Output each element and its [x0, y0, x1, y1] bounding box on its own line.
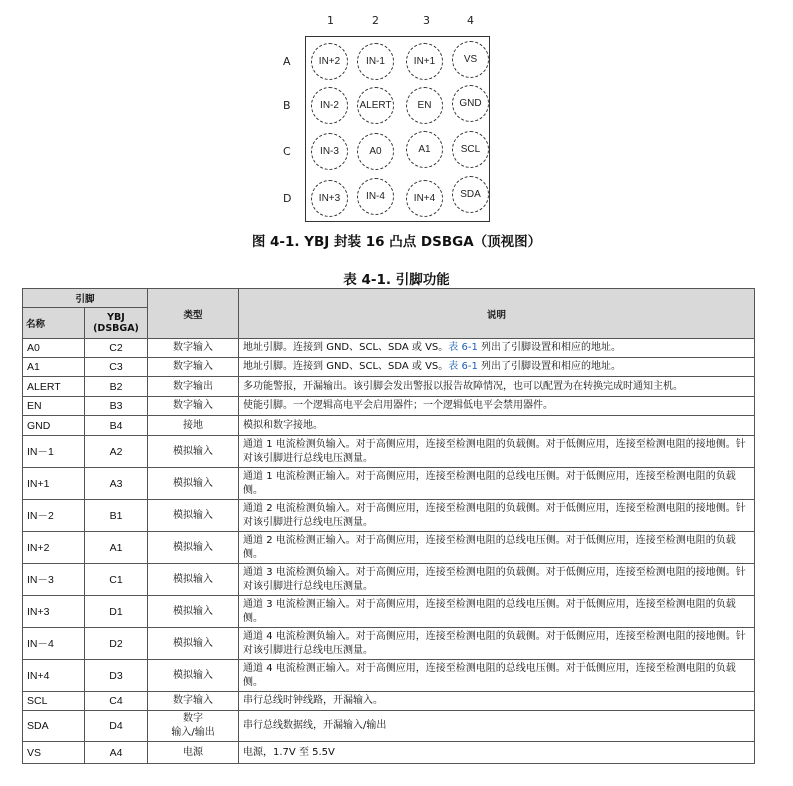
description-text: 通道 4 电流检测负输入。对于高侧应用，连接至检测电阻的负载侧。对于低侧应用，连接至检测电阻的接地侧。针对该引脚进行总线电压测量。 [243, 630, 746, 656]
pin-name: IN－2 [23, 500, 85, 532]
ball-b1: IN-2 [311, 87, 348, 124]
description-text: 通道 4 电流检测正输入。对于高侧应用，连接至检测电阻的总线电压侧。对于低侧应用，连接至检测电阻的负载侧。 [243, 662, 736, 688]
ball-a1: IN+2 [311, 43, 348, 80]
pin-type: 电源 [148, 742, 239, 764]
table-row [23, 742, 755, 764]
pin-type: 模拟输入 [148, 660, 239, 692]
table-reference-link[interactable]: 表 6-1 [448, 361, 478, 372]
pin-ball: A1 [85, 532, 148, 564]
row-label: C [283, 145, 291, 158]
ball-c1: IN-3 [311, 133, 348, 170]
ball-b2: ALERT [357, 87, 394, 124]
pin-ball: A4 [85, 742, 148, 764]
description-text: 串行总线时钟线路，开漏输入。 [243, 695, 384, 706]
pin-ball: C1 [85, 564, 148, 596]
pin-ball: B1 [85, 500, 148, 532]
pin-description [239, 377, 755, 397]
pin-type: 模拟输入 [148, 532, 239, 564]
figure-caption: 图 4-1. YBJ 封装 16 凸点 DSBGA（顶视图） [251, 234, 542, 250]
ball-a3: IN+1 [406, 43, 443, 80]
pin-name: SCL [23, 692, 85, 711]
description-text: 多功能警报，开漏输出。该引脚会发出警报以报告故障情况，也可以配置为在转换完成时通知主机。 [243, 380, 684, 392]
pin-description [239, 339, 755, 358]
pin-description [239, 711, 755, 742]
pin-name: IN－3 [23, 564, 85, 596]
pin-description [239, 564, 755, 596]
table-row [23, 339, 755, 358]
pin-ball: D2 [85, 628, 148, 660]
description-text: 电源，1.7V 至 5.5V [243, 746, 335, 758]
pin-ball: D1 [85, 596, 148, 628]
pin-ball: C3 [85, 358, 148, 377]
table-row [23, 397, 755, 416]
pin-functions-table [22, 288, 755, 764]
description-text: 使能引脚。一个逻辑高电平会启用器件；一个逻辑低电平会禁用器件。 [243, 400, 554, 411]
description-text: 模拟和数字接地。 [243, 419, 324, 431]
pin-type: 数字 输入/输出 [148, 711, 239, 742]
pin-type: 模拟输入 [148, 628, 239, 660]
pin-description [239, 532, 755, 564]
pins-group-header: 引脚 [23, 289, 148, 308]
pin-name: IN+4 [23, 660, 85, 692]
pin-description [239, 692, 755, 711]
pin-name: A0 [23, 339, 85, 358]
pin-type: 接地 [148, 416, 239, 436]
ball-a4: VS [452, 41, 489, 78]
name-header: 名称 [23, 308, 85, 339]
description-text: 地址引脚。连接到 GND、SCL、SDA 或 VS。 [243, 342, 449, 353]
ball-a2: IN-1 [357, 43, 394, 80]
table-row [23, 500, 755, 532]
column-label: 1 [327, 14, 334, 27]
pin-type: 模拟输入 [148, 468, 239, 500]
package-figure [0, 0, 793, 230]
ball-b3: EN [406, 87, 443, 124]
pin-name: EN [23, 397, 85, 416]
pin-table-body [23, 339, 755, 764]
pin-ball: B2 [85, 377, 148, 397]
description-text: 列出了引脚设置和相应的地址。 [477, 361, 621, 372]
pin-name: IN－4 [23, 628, 85, 660]
description-text: 地址引脚。连接到 GND、SCL、SDA 或 VS。 [243, 361, 449, 372]
ball-c4: SCL [452, 131, 489, 168]
pin-name: IN+2 [23, 532, 85, 564]
table-row [23, 711, 755, 742]
pin-type: 数字输入 [148, 339, 239, 358]
table-row [23, 532, 755, 564]
pin-ball: B3 [85, 397, 148, 416]
ball-b4: GND [452, 85, 489, 122]
pin-description [239, 660, 755, 692]
pin-description [239, 596, 755, 628]
pin-type: 模拟输入 [148, 564, 239, 596]
table-row [23, 564, 755, 596]
pin-name: ALERT [23, 377, 85, 397]
description-text: 通道 3 电流检测正输入。对于高侧应用，连接至检测电阻的总线电压侧。对于低侧应用，连接至检测电阻的负载侧。 [243, 598, 736, 624]
table-row [23, 416, 755, 436]
pin-type: 数字输入 [148, 397, 239, 416]
table-row [23, 660, 755, 692]
pin-name: IN－1 [23, 436, 85, 468]
pin-name: SDA [23, 711, 85, 742]
pin-ball: D3 [85, 660, 148, 692]
column-label: 3 [423, 14, 430, 27]
package-header [85, 308, 148, 339]
table-reference-link[interactable]: 表 6-1 [448, 342, 478, 353]
pin-name: IN+3 [23, 596, 85, 628]
table-row [23, 468, 755, 500]
table-row [23, 596, 755, 628]
description-text: 通道 3 电流检测负输入。对于高侧应用，连接至检测电阻的负载侧。对于低侧应用，连接至检测电阻的接地侧。针对该引脚进行总线电压测量。 [243, 566, 746, 592]
pin-type: 数字输入 [148, 358, 239, 377]
pin-type: 数字输出 [148, 377, 239, 397]
ball-d3: IN+4 [406, 180, 443, 217]
pin-description [239, 742, 755, 764]
table-caption: 表 4-1. 引脚功能 [343, 272, 450, 288]
pin-description [239, 628, 755, 660]
description-text: 通道 1 电流检测正输入。对于高侧应用，连接至检测电阻的总线电压侧。对于低侧应用，连接至检测电阻的负载侧。 [243, 470, 736, 496]
ball-d1: IN+3 [311, 180, 348, 217]
pin-description [239, 436, 755, 468]
package-header-text: YBJ (DSBGA) [93, 312, 139, 334]
pin-ball: A2 [85, 436, 148, 468]
pin-ball: C4 [85, 692, 148, 711]
column-label: 2 [372, 14, 379, 27]
pin-type: 模拟输入 [148, 436, 239, 468]
pin-ball: B4 [85, 416, 148, 436]
pin-description [239, 416, 755, 436]
pin-description [239, 500, 755, 532]
row-label: A [283, 55, 291, 68]
description-text: 通道 1 电流检测负输入。对于高侧应用，连接至检测电阻的负载侧。对于低侧应用，连接至检测电阻的接地侧。针对该引脚进行总线电压测量。 [243, 438, 746, 464]
table-row [23, 628, 755, 660]
table-row [23, 692, 755, 711]
type-header: 类型 [148, 289, 239, 339]
table-row [23, 436, 755, 468]
description-text: 通道 2 电流检测负输入。对于高侧应用，连接至检测电阻的负载侧。对于低侧应用，连接至检测电阻的接地侧。针对该引脚进行总线电压测量。 [243, 502, 746, 528]
pin-description [239, 468, 755, 500]
row-label: B [283, 99, 291, 112]
pin-type: 模拟输入 [148, 596, 239, 628]
pin-type: 数字输入 [148, 692, 239, 711]
row-label: D [283, 192, 292, 205]
pin-type: 模拟输入 [148, 500, 239, 532]
pin-name: VS [23, 742, 85, 764]
table-row [23, 358, 755, 377]
description-header: 说明 [239, 289, 755, 339]
pin-description [239, 358, 755, 377]
pin-ball: D4 [85, 711, 148, 742]
pin-name: GND [23, 416, 85, 436]
description-text: 通道 2 电流检测正输入。对于高侧应用，连接至检测电阻的总线电压侧。对于低侧应用，连接至检测电阻的负载侧。 [243, 534, 736, 560]
ball-c2: A0 [357, 133, 394, 170]
table-row [23, 377, 755, 397]
pin-name: IN+1 [23, 468, 85, 500]
pin-ball: C2 [85, 339, 148, 358]
ball-c3: A1 [406, 131, 443, 168]
ball-d4: SDA [452, 176, 489, 213]
description-text: 串行总线数据线，开漏输入/输出 [243, 720, 387, 731]
pin-ball: A3 [85, 468, 148, 500]
column-label: 4 [467, 14, 474, 27]
description-text: 列出了引脚设置和相应的地址。 [477, 342, 621, 353]
pin-description [239, 397, 755, 416]
pin-name: A1 [23, 358, 85, 377]
ball-d2: IN-4 [357, 178, 394, 215]
